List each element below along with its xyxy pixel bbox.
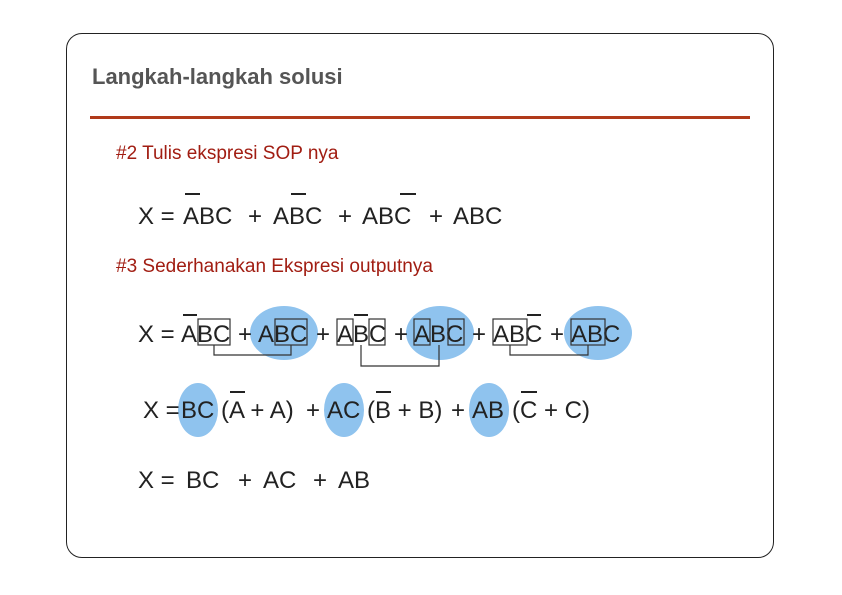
sop-plus-2: + bbox=[338, 203, 353, 230]
sop-plus-3: + bbox=[429, 203, 444, 230]
res-ac: AC bbox=[263, 467, 297, 494]
exp-term-3: ABC bbox=[337, 321, 387, 348]
sop-x: X = bbox=[138, 203, 175, 230]
fac-group-3: (C + C) bbox=[512, 397, 590, 424]
exp-term-2: ABC bbox=[258, 321, 308, 348]
exp-term-4: ABC bbox=[414, 321, 464, 348]
fac-ac: AC bbox=[327, 397, 361, 424]
fac-ab: AB bbox=[472, 397, 505, 424]
exp-plus-2: + bbox=[316, 321, 331, 348]
res-bc: BC bbox=[186, 467, 220, 494]
res-ab: AB bbox=[338, 467, 371, 494]
res-plus-1: + bbox=[238, 467, 253, 494]
sop-term-3: ABC bbox=[362, 203, 412, 230]
sop-equation bbox=[138, 194, 502, 230]
expanded-equation bbox=[138, 306, 632, 366]
exp-term-6: ABC bbox=[571, 321, 621, 348]
sop-term-4: ABC bbox=[453, 203, 503, 230]
result-equation bbox=[138, 467, 370, 494]
step-3-label: #3 Sederhanakan Ekspresi outputnya bbox=[116, 256, 433, 277]
exp-plus-1: + bbox=[238, 321, 253, 348]
step-2-label: #2 Tulis ekspresi SOP nya bbox=[116, 143, 339, 164]
sop-term-2: ABC bbox=[273, 203, 323, 230]
factored-equation bbox=[143, 383, 590, 437]
fac-plus-2: + bbox=[451, 397, 466, 424]
exp-term-1: ABC bbox=[181, 321, 231, 348]
res-plus-2: + bbox=[313, 467, 328, 494]
fac-bc: BC bbox=[181, 397, 215, 424]
fac-group-2: (B + B) bbox=[367, 397, 443, 424]
exp-plus-4: + bbox=[472, 321, 487, 348]
exp-x: X = bbox=[138, 321, 175, 348]
sop-term-1: ABC bbox=[183, 203, 233, 230]
res-x: X = bbox=[138, 467, 175, 494]
fac-plus-1: + bbox=[306, 397, 321, 424]
slide-title: Langkah-langkah solusi bbox=[92, 64, 343, 89]
exp-plus-5: + bbox=[550, 321, 565, 348]
exp-plus-3: + bbox=[394, 321, 409, 348]
exp-term-5: ABC bbox=[493, 321, 543, 348]
fac-x: X = bbox=[143, 397, 180, 424]
fac-group-1: (A + A) bbox=[221, 397, 294, 424]
sop-plus-1: + bbox=[248, 203, 263, 230]
